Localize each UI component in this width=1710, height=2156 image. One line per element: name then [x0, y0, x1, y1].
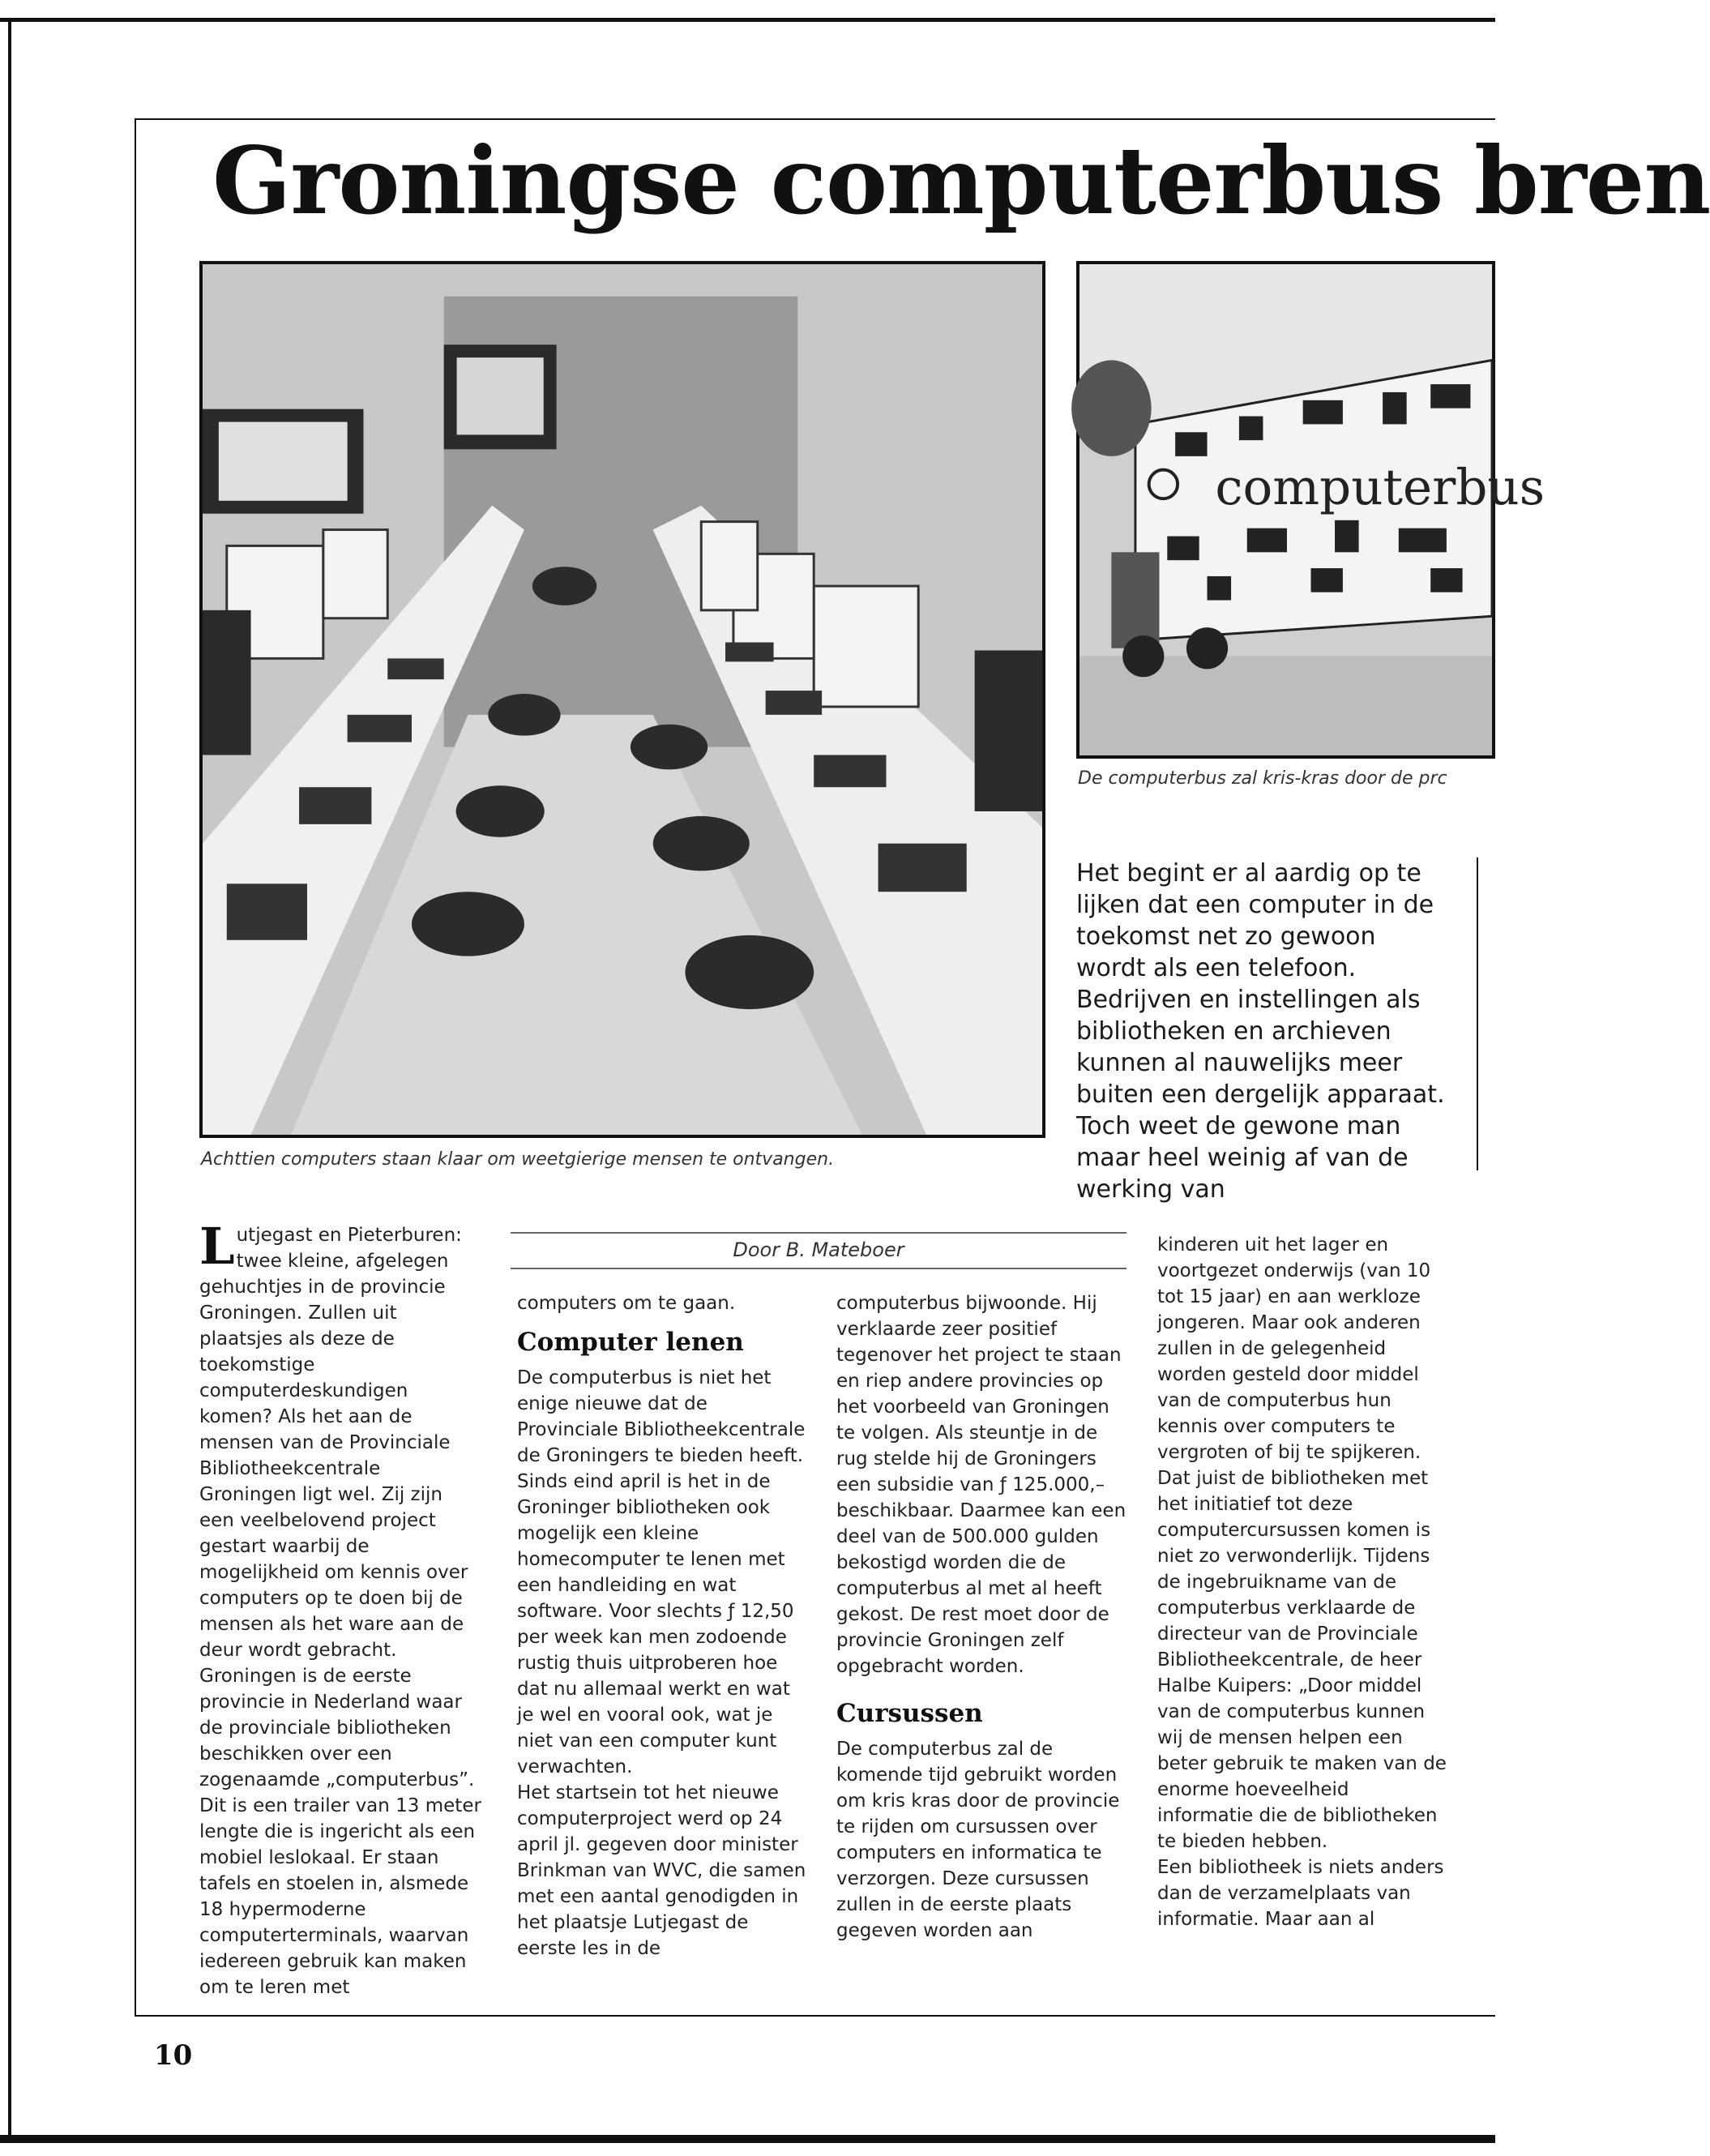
caption-bus-interior: Achttien computers staan klaar om weetgierige mensen te ontvangen. — [201, 1149, 835, 1170]
article-column-2 — [517, 1290, 807, 1961]
column-4-paragraph-2: Dat juist de bibliotheken met het initiatief tot deze computercursussen komen is niet zo verwonderlijk. Tijdens de ingebruikname van de computerbus verklaarde de directeur van de Provinciale Bibliotheekcentrale, de heer Halbe Kuipers: „Door middel van de computerbus kunnen wij de mensen helpen een beter gebruik te maken van de enorme hoeveelheid informatie die de bibliotheken te bieden hebben. — [1157, 1468, 1447, 1852]
column-4-paragraph-1: kinderen uit het lager en voortgezet onderwijs (van 10 tot 15 jaar) en aan werkloze jongeren. Maar ook anderen zullen in de gelegenheid worden gesteld door middel van de computerbus hun kennis over computers te vergroten of bij te spijkeren. — [1157, 1234, 1431, 1463]
column-divider-right — [1477, 858, 1478, 1170]
article-box-left — [135, 118, 136, 2015]
column-2-paragraph-1: computers om te gaan. — [517, 1293, 736, 1314]
top-border — [0, 18, 1495, 22]
column-3-paragraph-1: computerbus bijwoonde. Hij verklaarde zeer positief tegenover het project te staan en riep andere provincies op het voorbeeld van Groningen te volgen. Als steuntje in de rug stelde hij de Groningers een subsidie van ƒ 125.000,– beschikbaar. Daarmee kan een deel van de 500.000 gulden bekostigd worden die de computerbus al met al heeft gekost. De rest moet door de provincie Groningen zelf opgebracht worden. — [836, 1293, 1126, 1677]
byline: Door B. Mateboer — [733, 1238, 904, 1261]
byline-rule-top — [511, 1232, 1126, 1234]
photo-bus-truck — [1076, 261, 1545, 759]
article-column-1 — [199, 1217, 483, 2000]
page-number: 10 — [154, 2039, 193, 2072]
article-column-3 — [836, 1290, 1126, 1944]
truck-lettering: computerbus — [1215, 459, 1545, 517]
article-column-4 — [1157, 1232, 1449, 1932]
left-border — [8, 18, 11, 2141]
column-4-paragraph-3: Een bibliotheek is niets anders dan de verzamelplaats van informatie. Maar aan al — [1157, 1857, 1444, 1930]
subhead-cursussen: Cursussen — [836, 1699, 983, 1728]
column-3-paragraph-2: De computerbus zal de komende tijd gebruikt worden om kris kras door de provincie te rijden om cursussen over computers en informatica te verzorgen. Deze cursussen zullen in de eerste plaats gegeven worden aan — [836, 1739, 1120, 1941]
article-box-bottom — [135, 2015, 1495, 2017]
byline-rule-bottom — [511, 1268, 1126, 1269]
bottom-border — [0, 2135, 1495, 2143]
photo-bus-interior — [199, 261, 1045, 1138]
article-box-top — [135, 118, 1495, 120]
headline: Groningse computerbus bren — [212, 126, 1710, 235]
lead-paragraph — [199, 1217, 483, 2000]
dropcap: L — [199, 1217, 235, 1276]
column-2-paragraph-3: Het startsein tot het nieuwe computerproject werd op 24 april jl. gegeven door minister Brinkman van WVC, die samen met een aantal genodigden in het plaatsje Lutjegast de eerste les in de — [517, 1782, 806, 1959]
lead-paragraph-text: utjegast en Pieterburen: twee kleine, afgelegen gehuchtjes in de provincie Groningen. Zullen uit plaatsjes als deze de toekomstige computerdeskundigen komen? Als het aan de mensen van de Provinciale Bibliotheekcentrale Groningen ligt wel. Zij zijn een veelbelovend project gestart waarbij de mogelijkheid om kennis over computers op te doen bij de mensen als het ware aan de deur wordt gebracht. Groningen is de eerste provincie in Nederland waar de provinciale bibliotheken beschikken over een zogenaamde „computerbus”. Dit is een trailer van 13 meter lengte die is ingericht als een mobiel leslokaal. Er staan tafels en stoelen in, alsmede 18 hypermoderne computerterminals, waarvan iedereen gebruik kan maken om te leren met — [199, 1225, 481, 1998]
column-2-paragraph-2: De computerbus is niet het enige nieuwe dat de Provinciale Bibliotheekcentrale de Groningers te bieden heeft. Sinds eind april is het in de Groninger bibliotheken ook mogelijk een kleine homecomputer te lenen met een handleiding en wat software. Voor slechts ƒ 12,50 per week kan men zodoende rustig thuis uitproberen hoe dat nu allemaal werkt en wat je wel en vooral ook, wat je niet van een computer kunt verwachten. — [517, 1367, 806, 1777]
subhead-computer-lenen: Computer lenen — [517, 1328, 744, 1357]
caption-bus-truck: De computerbus zal kris-kras door de prc — [1078, 768, 1447, 789]
intro-paragraph: Het begint er al aardig op te lijken dat een computer in de toekomst net zo gewoon wordt als een telefoon. Bedrijven en instellingen als bibliotheken en archieven kunnen al nauwelijks meer buiten een dergelijk apparaat. Toch weet de gewone man maar heel weinig af van de werking van — [1076, 859, 1445, 1204]
